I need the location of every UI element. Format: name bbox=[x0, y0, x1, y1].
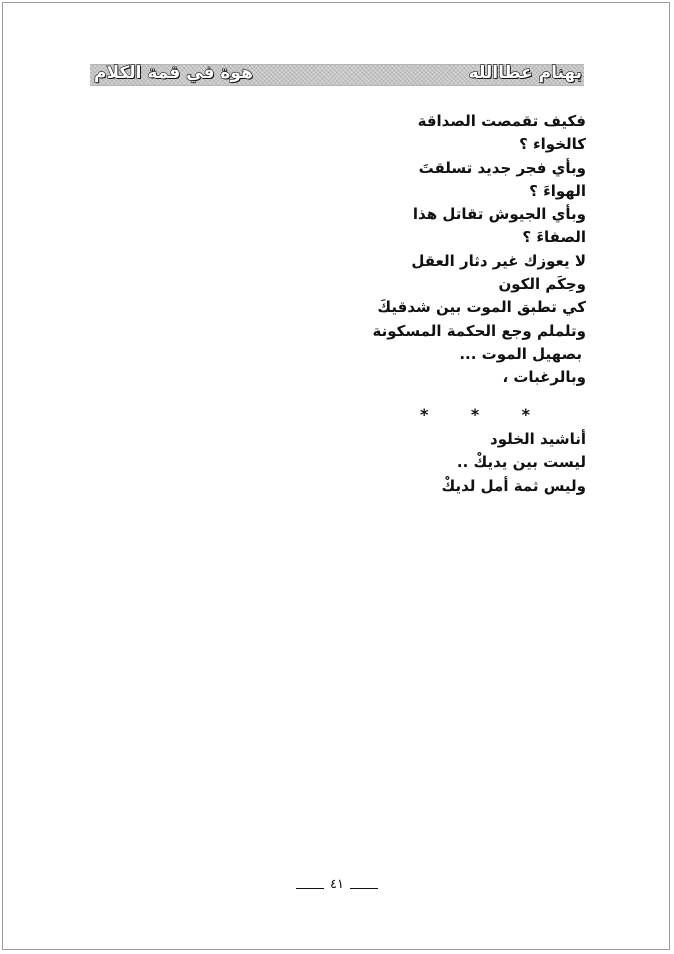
poem-line: فكيف تقمصت الصداقة bbox=[417, 112, 586, 130]
poem-line: ليست بين يديكْ .. bbox=[456, 453, 586, 472]
header-author: بهنام عطاالله bbox=[468, 63, 582, 83]
poem-line: وبالرغبات ، bbox=[502, 368, 586, 387]
poem-line: وليس ثمة أمل لديكْ bbox=[441, 476, 586, 495]
poem-stanza-1 bbox=[286, 110, 586, 390]
poem-line: كالخواء ؟ bbox=[519, 135, 586, 154]
poem-line: الصفاءَ ؟ bbox=[522, 228, 586, 247]
page-footer bbox=[0, 877, 674, 892]
header-book-title: هوة في قمة الكلام bbox=[94, 63, 253, 83]
poem-stanza-2 bbox=[286, 428, 586, 498]
poem-line: وحِكَم الكون bbox=[498, 275, 586, 294]
poem-line: أناشيد الخلود bbox=[490, 430, 586, 448]
footer-dash bbox=[350, 888, 378, 889]
separator-star: * bbox=[521, 405, 530, 424]
page-number: ٤١ bbox=[330, 877, 344, 892]
separator-star: * bbox=[420, 405, 429, 424]
poem-line: وبأي فجر جديد تسلقتَ bbox=[418, 158, 586, 177]
separator-star: * bbox=[470, 405, 480, 424]
poem-line: وبأي الجيوش تقاتل هذا bbox=[412, 205, 586, 224]
poem-line: بصهيل الموت ... bbox=[459, 344, 582, 363]
stanza-separator bbox=[420, 405, 530, 424]
poem-line: كي تطبق الموت بين شدقيكَ bbox=[377, 298, 586, 317]
poem-line: الهواءَ ؟ bbox=[529, 181, 586, 200]
poem-line: لا يعوزك غير دثار العقل bbox=[411, 251, 586, 270]
footer-dash bbox=[296, 888, 324, 889]
poem-line: وتلملم وجع الحكمة المسكونة bbox=[372, 321, 586, 340]
